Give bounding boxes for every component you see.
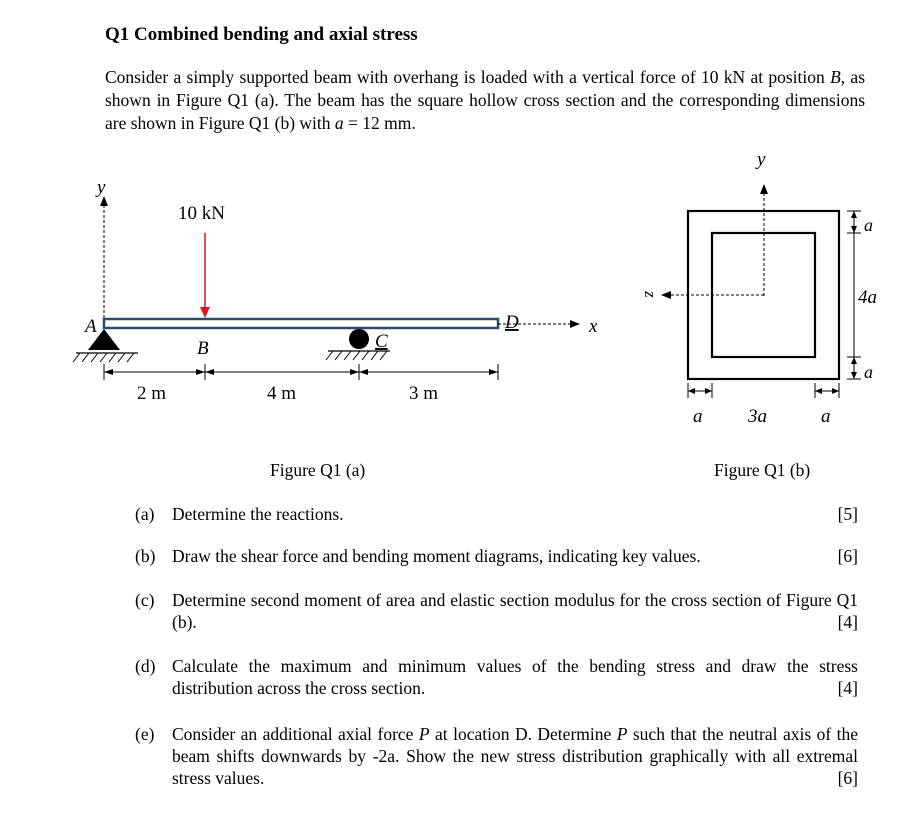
fig-a-dimension-line [104,364,498,380]
point-a-label: A [85,316,97,337]
question-e-p-symbol: P [418,724,430,744]
dim-right-bottom: a [864,362,873,382]
point-c-label: C [375,331,388,352]
figure-b-caption: Figure Q1 (b) [714,460,811,480]
fig-a-x-arrowhead [570,320,580,328]
dim-bottom-middle: 3a [748,406,767,427]
fig-a-x-label: x [589,316,598,337]
point-d-label: D [505,312,519,333]
intro-a-symbol: a [334,113,344,133]
question-e-text-1: Consider an additional axial force [172,724,419,744]
pin-support-a [73,329,138,362]
fig-b-y-label: y [757,149,766,170]
question-c-text: Determine second moment of area and elastic section modulus for the cross section of Figure Q1 (b). [172,590,858,632]
question-c-label: (c) [135,590,155,610]
question-a-marks: [5] [837,504,858,524]
question-c [135,589,858,635]
question-d-text: Calculate the maximum and minimum values of the bending stress and draw the stress distribution across the cross section. [172,656,858,698]
dim-bottom-right: a [821,406,831,427]
fig-b-bottom-dimension [688,383,839,398]
point-b-label: B [197,338,209,359]
question-e-text [172,723,858,789]
question-b-marks: [6] [837,546,858,566]
fig-b-z-arrowhead [661,291,671,299]
question-b-text: Draw the shear force and bending moment diagrams, indicating key values. [172,546,701,566]
figure-b [641,149,877,427]
question-e-p-symbol-2: P [616,724,628,744]
dim-right-middle: 4a [858,287,877,308]
beam [104,319,498,328]
span-label-2: 4 m [267,383,297,404]
load-arrow-head [200,307,210,318]
question-e-marks: [6] [837,768,858,788]
question-c-marks: [4] [837,612,858,632]
fig-b-z-label: z [641,291,660,298]
question-a-text: Determine the reactions. [172,504,344,524]
dim-bottom-left: a [693,406,703,427]
dim-right-top: a [864,215,873,235]
question-d [135,655,858,701]
intro-text-1: Consider a simply supported beam with overhang is loaded with a vertical force of 10 kN at position [105,67,831,87]
figure-a-caption: Figure Q1 (a) [270,460,366,480]
load-label: 10 kN [178,203,225,224]
question-e-label: (e) [135,724,155,744]
question-title: Q1 Combined bending and axial stress [105,24,418,45]
figure-a [73,177,598,404]
question-d-label: (d) [135,656,156,676]
question-e-text-2: at location D. Determine [429,724,617,744]
intro-point-b: B [830,67,841,87]
question-a [135,503,858,527]
span-label-3: 3 m [409,383,439,404]
question-b-label: (b) [135,546,156,566]
question-d-marks: [4] [837,678,858,698]
question-b [135,545,858,569]
span-label-1: 2 m [137,383,167,404]
intro-a-value: = 12 mm. [343,113,416,133]
intro-text-2: , as shown in Figure Q1 (a). The beam has the square hollow cross section and the corresponding dimensions are shown in Figure Q1 (b) with [105,67,866,133]
question-e [135,723,858,791]
question-a-label: (a) [135,504,155,524]
fig-b-y-arrowhead [760,184,768,194]
fig-a-y-label: y [97,177,106,198]
question-e-text-3: such that the neutral axis of the beam shifts downwards by -2a. Show the new stress distribution graphically with all extremal stress values. [172,724,858,788]
